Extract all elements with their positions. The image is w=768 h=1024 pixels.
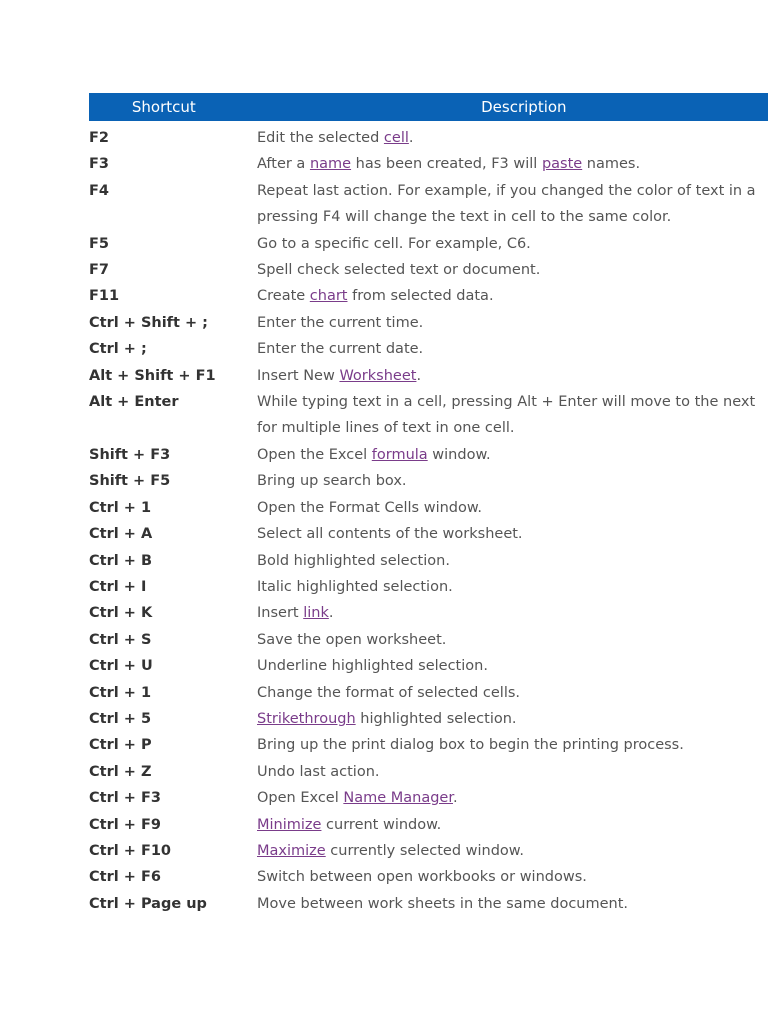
description-text: Switch between open workbooks or windows. (257, 869, 587, 886)
table-row (89, 336, 768, 362)
shortcut-cell: Ctrl + F3 (89, 790, 161, 807)
description-text: Insert New (257, 367, 340, 384)
table-row (89, 759, 768, 785)
shortcut-cell: Ctrl + 1 (89, 499, 152, 516)
shortcut-cell: F4 (89, 182, 109, 199)
description-line (257, 732, 768, 758)
shortcut-cell: Shift + F3 (89, 446, 171, 463)
description-cell (257, 521, 768, 547)
description-text: Bring up the print dialog box to begin the printing process. (257, 737, 684, 754)
shortcut-cell: F7 (89, 262, 109, 279)
description-cell (257, 891, 768, 917)
description-line (257, 257, 768, 283)
description-line (257, 680, 768, 706)
description-cell (257, 680, 768, 706)
description-cell (257, 310, 768, 336)
shortcut-cell: Ctrl + K (89, 605, 153, 622)
description-text: Select all contents of the worksheet. (257, 526, 523, 543)
table-row (89, 257, 768, 283)
description-line (257, 442, 768, 468)
description-cell (257, 495, 768, 521)
description-text: Move between work sheets in the same document. (257, 895, 629, 912)
description-line (257, 336, 768, 362)
description-text: . (408, 130, 414, 146)
table-row (89, 864, 768, 890)
description-line (257, 521, 768, 547)
shortcut-cell: F11 (89, 288, 120, 305)
description-text: Open Excel (257, 790, 344, 807)
description-text: Enter the current date. (257, 341, 424, 358)
description-cell (257, 178, 768, 231)
description-line (257, 283, 768, 309)
description-cell (257, 627, 768, 653)
description-cell (257, 600, 768, 626)
description-cell (257, 442, 768, 468)
description-line (257, 548, 768, 574)
description-line (257, 125, 768, 151)
description-line (257, 785, 768, 811)
shortcut-cell: Ctrl + A (89, 526, 153, 543)
shortcut-cell: Ctrl + F9 (89, 816, 161, 833)
description-text: Edit the selected (257, 130, 384, 146)
description-text: Bring up search box. (257, 473, 407, 490)
description-cell (257, 336, 768, 362)
description-text: . (452, 790, 458, 807)
table-row (89, 891, 768, 917)
description-text: highlighted selection. (355, 710, 517, 727)
header-description: Description (481, 98, 567, 116)
description-text: Open the Excel (257, 446, 372, 463)
description-text: names. (582, 156, 641, 173)
table-row (89, 732, 768, 758)
description-link[interactable]: cell (383, 130, 409, 146)
description-cell (257, 363, 768, 389)
header-shortcut: Shortcut (131, 98, 196, 116)
description-line (257, 574, 768, 600)
shortcut-cell: Ctrl + F10 (89, 842, 172, 859)
description-line (257, 310, 768, 336)
description-line (257, 706, 768, 732)
description-text: pressing F4 will change the text in cell to the same color. (257, 209, 672, 226)
table-row (89, 680, 768, 706)
description-cell (257, 812, 768, 838)
description-cell (257, 574, 768, 600)
shortcut-cell: Alt + Enter (89, 394, 179, 411)
shortcut-cell: Shift + F5 (89, 473, 171, 490)
shortcut-cell: F5 (89, 235, 109, 252)
description-link[interactable]: Worksheet (339, 367, 417, 384)
table-row (89, 838, 768, 864)
description-text: for multiple lines of text in one cell. (257, 420, 515, 437)
table-row (89, 548, 768, 574)
table-row (89, 574, 768, 600)
table-row (89, 125, 768, 151)
description-link[interactable]: Maximize (257, 842, 326, 859)
description-text: Go to a specific cell. For example, C6. (257, 235, 531, 252)
description-text: current window. (321, 816, 442, 833)
table-row (89, 178, 768, 231)
description-line (257, 389, 768, 415)
description-line (257, 600, 768, 626)
shortcut-cell: F3 (89, 156, 109, 173)
description-cell (257, 732, 768, 758)
description-text: . (328, 605, 334, 622)
description-link[interactable]: Strikethrough (257, 710, 356, 727)
description-line (257, 759, 768, 785)
table-row (89, 442, 768, 468)
table-row (89, 151, 768, 177)
shortcut-cell: Alt + Shift + F1 (89, 367, 216, 384)
description-line (257, 415, 768, 441)
description-cell (257, 151, 768, 177)
description-text: . (416, 367, 422, 384)
shortcut-cell: F2 (89, 130, 109, 146)
description-text: Underline highlighted selection. (257, 658, 488, 675)
table-row (89, 389, 768, 442)
description-text: Create (257, 288, 310, 305)
description-line (257, 204, 768, 230)
shortcut-cell: Ctrl + 5 (89, 710, 152, 727)
description-cell (257, 864, 768, 890)
table-header-row (89, 93, 768, 121)
shortcut-cell: Ctrl + I (89, 578, 147, 595)
description-cell (257, 231, 768, 257)
description-cell (257, 838, 768, 864)
description-text: Enter the current time. (257, 314, 424, 331)
description-cell (257, 759, 768, 785)
description-text: While typing text in a cell, pressing Alt + Enter will move to the next (257, 394, 756, 411)
description-link[interactable]: link (303, 605, 329, 622)
table-row (89, 627, 768, 653)
description-text: Italic highlighted selection. (257, 578, 453, 595)
description-link[interactable]: Minimize (257, 816, 322, 833)
shortcut-cell: Ctrl + S (89, 631, 152, 648)
description-cell (257, 548, 768, 574)
table-row (89, 363, 768, 389)
description-cell (257, 257, 768, 283)
table-row (89, 706, 768, 732)
shortcut-cell: Ctrl + Page up (89, 895, 207, 912)
shortcut-cell: Ctrl + Z (89, 763, 152, 780)
description-cell (257, 283, 768, 309)
description-text: currently selected window. (325, 842, 524, 859)
description-line (257, 653, 768, 679)
description-text: Repeat last action. For example, if you changed the color of text in a (257, 182, 756, 199)
description-text: from selected data. (347, 288, 494, 305)
description-line (257, 363, 768, 389)
description-text: window. (427, 446, 491, 463)
description-link[interactable]: chart (309, 288, 348, 305)
description-text: Insert (257, 605, 304, 622)
description-text: Spell check selected text or document. (257, 262, 541, 279)
shortcut-cell: Ctrl + U (89, 658, 153, 675)
table-row (89, 600, 768, 626)
description-text: Bold highlighted selection. (257, 552, 450, 569)
description-line (257, 151, 768, 177)
table-row (89, 231, 768, 257)
description-text: Undo last action. (257, 763, 380, 780)
table-row (89, 521, 768, 547)
description-link[interactable]: name (309, 156, 352, 173)
description-cell (257, 653, 768, 679)
shortcut-table (89, 93, 768, 917)
description-line (257, 178, 768, 204)
table-row (89, 310, 768, 336)
table-row (89, 812, 768, 838)
description-cell (257, 706, 768, 732)
description-cell (257, 785, 768, 811)
shortcut-cell: Ctrl + F6 (89, 869, 161, 886)
description-cell (257, 468, 768, 494)
table-row (89, 468, 768, 494)
shortcut-cell: Ctrl + Shift + ; (89, 314, 208, 331)
description-text: Change the format of selected cells. (257, 684, 521, 701)
table-row (89, 653, 768, 679)
table-row (89, 495, 768, 521)
description-line (257, 812, 768, 838)
description-text: has been created, F3 will (351, 156, 542, 173)
description-line (257, 864, 768, 890)
description-link[interactable]: formula (371, 446, 428, 463)
description-line (257, 891, 768, 917)
table-row (89, 785, 768, 811)
description-line (257, 495, 768, 521)
table-row (89, 283, 768, 309)
description-text: Save the open worksheet. (257, 631, 447, 648)
shortcut-cell: Ctrl + B (89, 552, 152, 569)
shortcut-cell: Ctrl + P (89, 737, 152, 754)
description-text: Open the Format Cells window. (257, 499, 483, 516)
table-body (89, 125, 768, 917)
description-link[interactable]: Name Manager (343, 790, 453, 807)
description-cell (257, 125, 768, 151)
description-cell (257, 389, 768, 442)
description-link[interactable]: paste (541, 156, 583, 173)
description-line (257, 627, 768, 653)
shortcut-cell: Ctrl + 1 (89, 684, 152, 701)
shortcut-cell: Ctrl + ; (89, 341, 147, 358)
description-text: After a (257, 156, 310, 173)
description-line (257, 231, 768, 257)
description-line (257, 468, 768, 494)
description-line (257, 838, 768, 864)
